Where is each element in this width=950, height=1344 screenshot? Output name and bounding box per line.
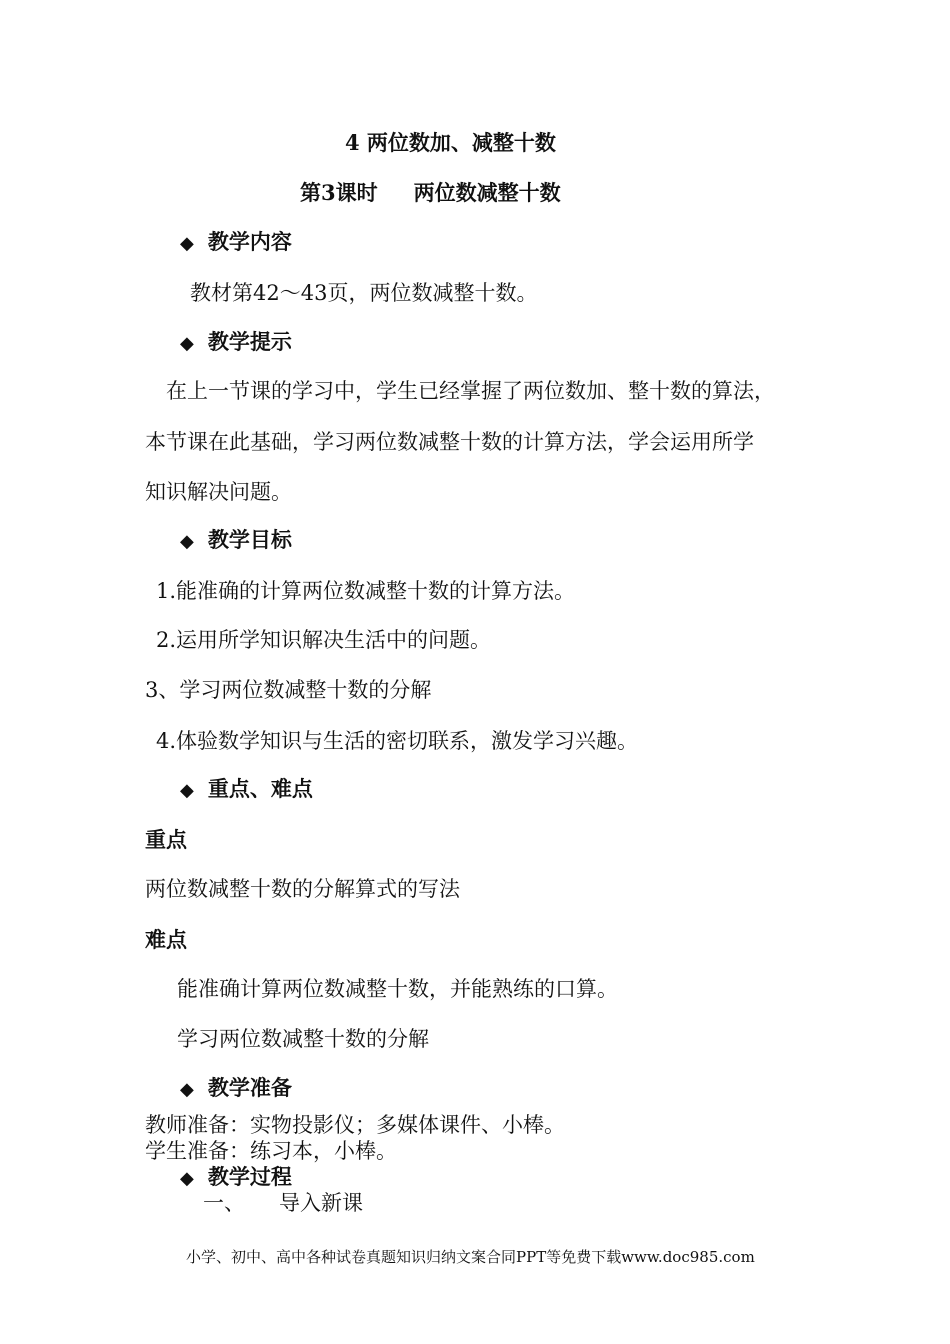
hint-line: 在上一节课的学习中，学生已经掌握了两位数加、整十数的算法， <box>166 379 775 403</box>
goal-item: 2.运用所学知识解决生活中的问题。 <box>156 628 492 652</box>
section-heading-process <box>180 1164 292 1192</box>
page-footer: 小学、初中、高中各种试卷真题知识归纳文案合同PPT等免费下载www.doc985.com <box>186 1248 755 1266</box>
section-heading-content <box>180 229 292 257</box>
step-text: 导入新课 <box>279 1191 363 1215</box>
heading-text: 教学内容 <box>207 229 292 254</box>
step-number: 一、 <box>203 1191 245 1215</box>
diamond-bullet-icon: ◆ <box>180 780 194 801</box>
diamond-bullet-icon: ◆ <box>180 333 194 354</box>
lesson-topic: 两位数减整十数 <box>413 180 561 205</box>
document-title: 4 两位数加、减整十数 <box>345 130 556 155</box>
goal-item: 3、学习两位数减整十数的分解 <box>145 678 432 702</box>
key-label: 重点 <box>145 827 187 852</box>
diamond-bullet-icon: ◆ <box>180 1079 194 1100</box>
heading-text: 教学准备 <box>207 1075 292 1100</box>
diamond-bullet-icon: ◆ <box>180 1168 194 1189</box>
difficult-label: 难点 <box>145 927 187 952</box>
heading-text: 教学目标 <box>207 527 292 552</box>
process-step <box>203 1190 363 1216</box>
diamond-bullet-icon: ◆ <box>180 531 194 552</box>
section-heading-hint <box>180 329 292 357</box>
student-preparation: 学生准备：练习本，小棒。 <box>145 1139 397 1163</box>
section-heading-goals <box>180 527 292 555</box>
section-heading-preparation <box>180 1075 292 1103</box>
goal-item: 1.能准确的计算两位数减整十数的计算方法。 <box>156 579 576 603</box>
hint-line: 本节课在此基础，学习两位数减整十数的计算方法，学会运用所学 <box>145 430 754 454</box>
difficult-line: 学习两位数减整十数的分解 <box>177 1027 429 1051</box>
difficult-line: 能准确计算两位数减整十数，并能熟练的口算。 <box>177 977 618 1001</box>
heading-text: 教学提示 <box>207 329 292 354</box>
diamond-bullet-icon: ◆ <box>180 233 194 254</box>
key-text: 两位数减整十数的分解算式的写法 <box>145 877 460 901</box>
teacher-preparation: 教师准备：实物投影仪；多媒体课件、小棒。 <box>145 1113 565 1137</box>
content-text: 教材第42～43页，两位数减整十数。 <box>190 281 538 305</box>
goal-item: 4.体验数学知识与生活的密切联系，激发学习兴趣。 <box>156 729 639 753</box>
section-heading-key-points <box>180 776 313 804</box>
heading-text: 教学过程 <box>207 1164 292 1189</box>
lesson-number: 第3课时 <box>300 180 378 205</box>
heading-text: 重点、难点 <box>207 776 313 801</box>
hint-line: 知识解决问题。 <box>145 480 292 504</box>
lesson-subtitle <box>300 180 561 206</box>
